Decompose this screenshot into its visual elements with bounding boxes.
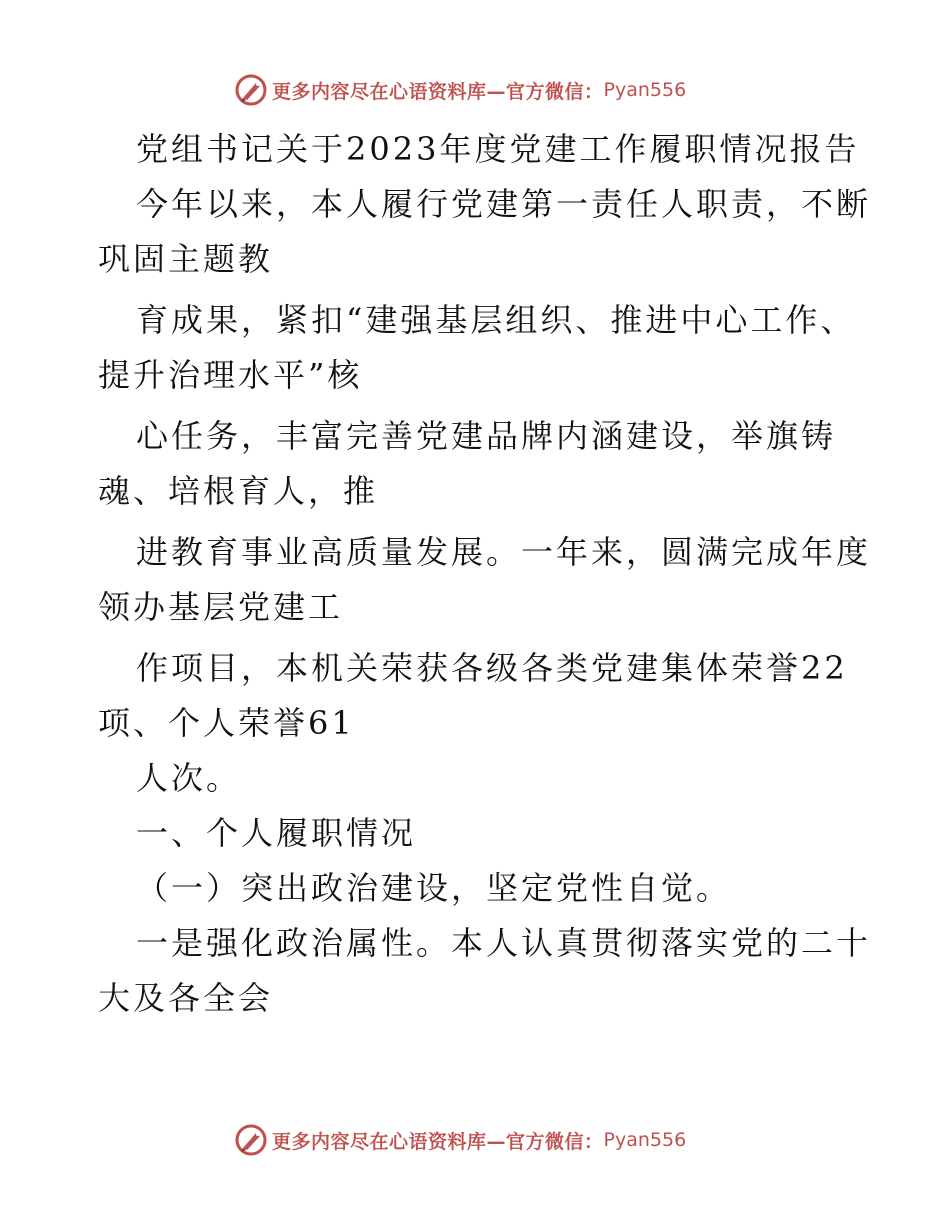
paragraph-line: 作项目，本机关荣获各级各类党建集体荣誉22: [136, 649, 848, 687]
paragraph-line: 魂、培根育人，推: [98, 472, 379, 510]
pen-logo-icon: [234, 1123, 268, 1157]
paragraph-line: 今年以来，本人履行党建第一责任人职责，不断: [136, 185, 872, 223]
paragraph-line: 巩固主题教: [98, 240, 274, 278]
section-heading: 一、个人履职情况: [136, 814, 417, 852]
paragraph-line: 人次。: [136, 759, 242, 797]
paragraph-line: 育成果，紧扣“建强基层组织、推进中心工作、: [136, 301, 856, 339]
paragraph-line: 大及各全会: [98, 979, 274, 1017]
footer-watermark-text: 更多内容尽在心语资料库—官方微信：: [272, 1130, 604, 1153]
subsection-heading: （一）突出政治建设，坚定党性自觉。: [136, 869, 732, 907]
paragraph-line: 心任务，丰富完善党建品牌内涵建设，举旗铸: [136, 417, 837, 455]
paragraph-line: 提升治理水平”核: [98, 356, 363, 394]
header-watermark-handle: Pyan556: [603, 79, 687, 101]
header-watermark-text: 更多内容尽在心语资料库—官方微信：: [272, 80, 604, 103]
document-title: 党组书记关于2023年度党建工作履职情况报告: [136, 130, 860, 168]
paragraph-line: 项、个人荣誉61: [98, 704, 355, 742]
paragraph-line: 一是强化政治属性。本人认真贯彻落实党的二十: [136, 924, 872, 962]
paragraph-line: 进教育事业高质量发展。一年来，圆满完成年度: [136, 533, 872, 571]
footer-watermark-handle: Pyan556: [603, 1129, 687, 1151]
document-body: [98, 122, 872, 1026]
header-watermark-banner: [234, 72, 686, 108]
footer-watermark-banner: [234, 1122, 686, 1158]
pen-logo-icon: [234, 73, 268, 107]
paragraph-line: 领办基层党建工: [98, 588, 344, 626]
